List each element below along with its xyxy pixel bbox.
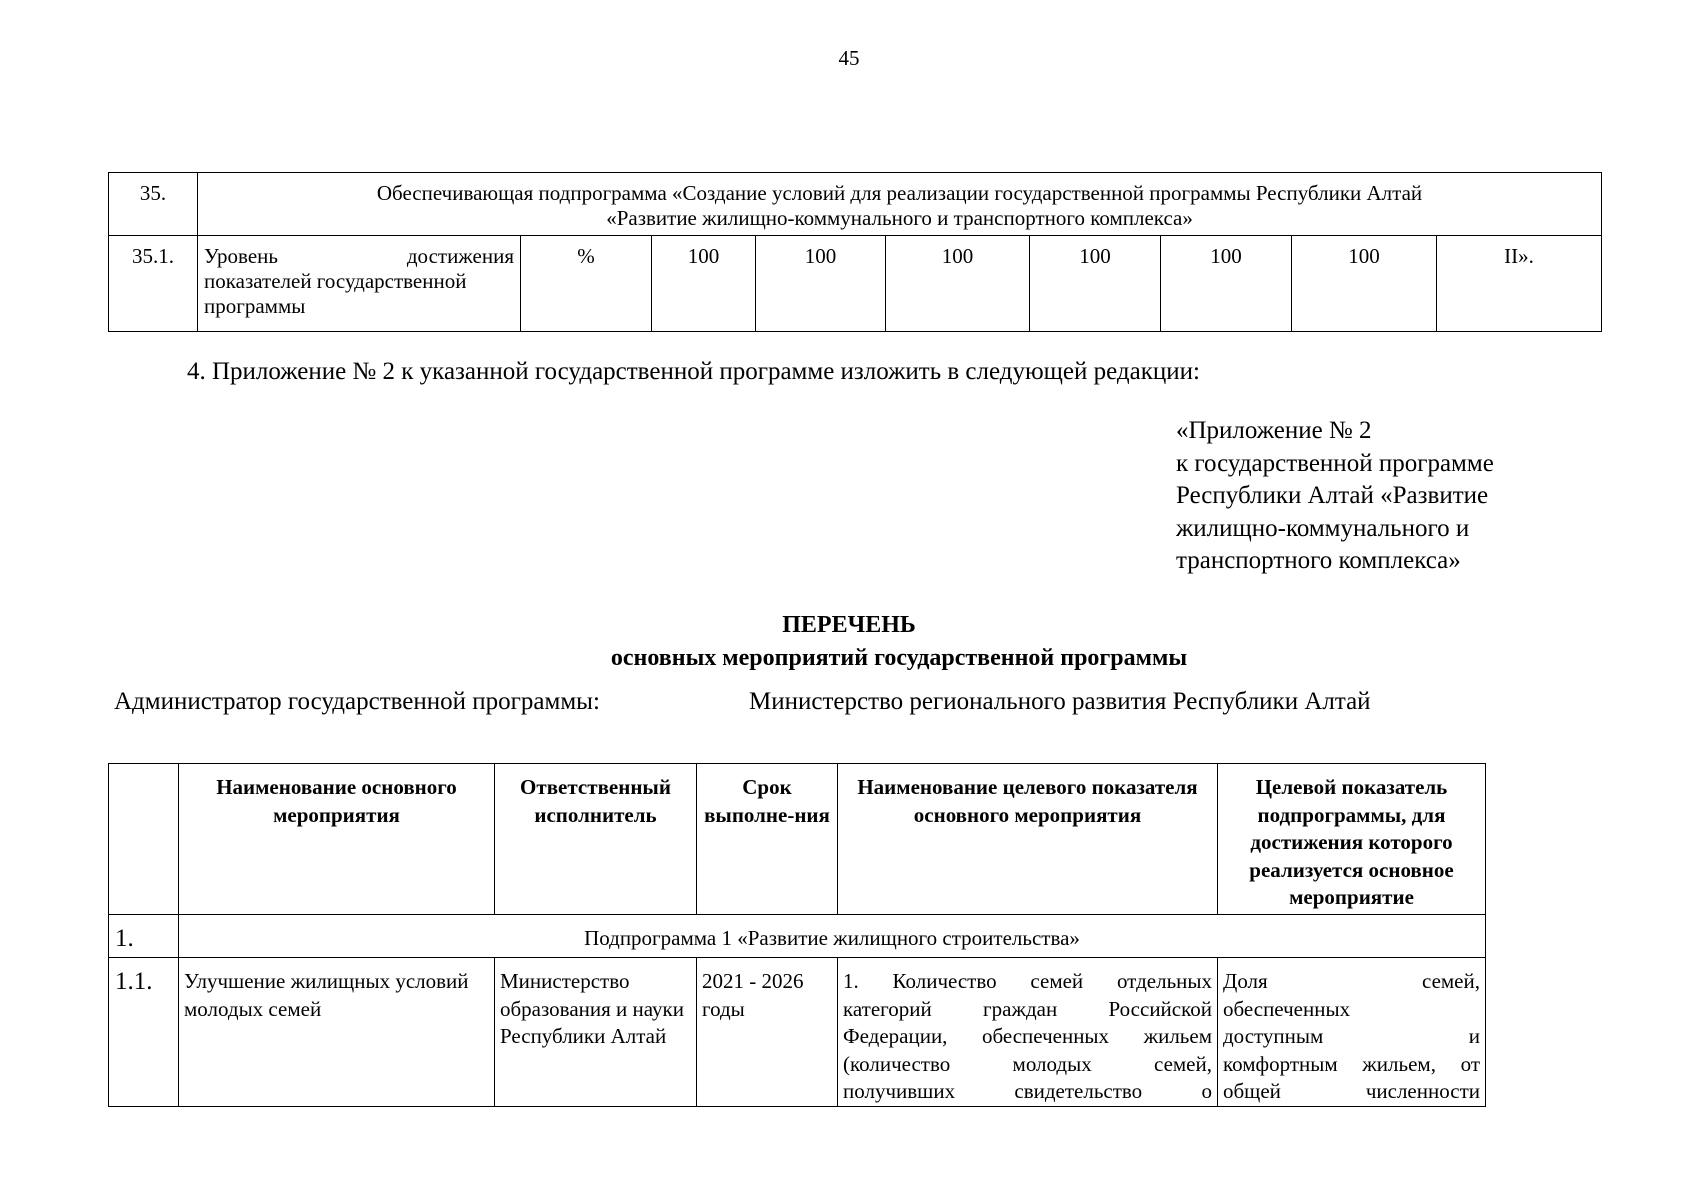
subprogram-title-line: «Развитие жилищно-коммунального и транспортного комплекса» (606, 206, 1193, 230)
appendix-line: жилищно-коммунального и (1176, 514, 1470, 542)
appendix-note (1176, 415, 1596, 578)
header-target-indicator: Целевой показатель подпрограммы, для достижения которого реализуется основное мероприятие (1218, 764, 1486, 915)
indicator-line: получивших свидетельство о (843, 1079, 1212, 1103)
target-line: общей численности (1223, 1079, 1480, 1103)
table-row (109, 236, 1602, 332)
value-cell: 100 (1292, 236, 1437, 332)
document-subtitle: основных мероприятий государственной программы (610, 645, 1188, 671)
indicators-table-continued (108, 172, 1602, 332)
value-cell: 100 (1161, 236, 1292, 332)
page-number: 45 (838, 46, 860, 70)
indicator-line: категорий граждан Российской (843, 996, 1212, 1021)
subprogram-title: Подпрограмма 1 «Развитие жилищного строительства» (179, 915, 1486, 958)
indicator-name-word: Уровень (204, 244, 278, 268)
subprogram-title-line: Обеспечивающая подпрограмма «Создание условий для реализации государственной программы Республики Алтай (376, 181, 1423, 205)
target-line: Доля семей, (1223, 969, 1480, 993)
target-line: доступным и (1223, 1024, 1480, 1048)
table-header-row (109, 764, 1486, 915)
indicator-line: 1. Количество семей отдельных (843, 969, 1212, 993)
indicator-line: (количество молодых семей, (843, 1051, 1212, 1076)
indicator-name-line: показателей государственной (204, 269, 467, 293)
target-line: комфортным жильем, от (1223, 1051, 1480, 1076)
row-number: 35.1. (109, 236, 198, 332)
header-indicator-name: Наименование целевого показателя основного мероприятия (838, 764, 1218, 915)
header-term: Срок выполне-ния (697, 764, 838, 915)
document-title: ПЕРЕЧЕНЬ (782, 612, 916, 638)
administrator-label: Администратор государственной программы: (114, 688, 600, 715)
subprogram-title-cell (198, 173, 1602, 236)
measure-name-cell: Улучшение жилищных условий молодых семей (179, 958, 495, 1107)
indicator-name-line: программы (204, 294, 306, 318)
row-number: 1. (109, 915, 179, 958)
table-row (109, 915, 1486, 958)
header-number (109, 764, 179, 915)
term-cell: 2021 - 2026 годы (697, 958, 838, 1107)
executor-cell: Министерство образования и науки Республики Алтай (495, 958, 697, 1107)
indicator-line: Федерации, обеспеченных жильем (843, 1024, 1212, 1048)
header-measure-name: Наименование основного мероприятия (179, 764, 495, 915)
table-row (109, 173, 1602, 236)
target-indicator-cell (1218, 958, 1486, 1107)
value-cell: 100 (652, 236, 756, 332)
row-number: 1.1. (109, 958, 179, 1107)
measures-table (108, 763, 1486, 1107)
indicator-cell (838, 958, 1218, 1107)
appendix-line: Республики Алтай «Развитие (1176, 482, 1489, 509)
indicator-name-word: достижения (406, 244, 514, 268)
header-executor: Ответственный исполнитель (495, 764, 697, 915)
appendix-line: к государственной программе (1176, 449, 1494, 477)
administrator-value: Министерство регионального развития Республики Алтай (749, 688, 1371, 715)
last-cell: II». (1437, 236, 1602, 332)
appendix-line: транспортного комплекса» (1176, 547, 1461, 574)
table-row (109, 958, 1486, 1107)
appendix-line: «Приложение № 2 (1176, 417, 1372, 444)
item-4-paragraph: 4. Приложение № 2 к указанной государственной программе изложить в следующей редакции: (187, 358, 1200, 385)
row-number: 35. (109, 173, 198, 236)
value-cell: 100 (1030, 236, 1161, 332)
target-line: обеспеченных (1223, 996, 1351, 1021)
value-cell: 100 (886, 236, 1030, 332)
value-cell: 100 (756, 236, 886, 332)
indicator-name-cell (198, 236, 521, 332)
unit-cell: % (521, 236, 652, 332)
